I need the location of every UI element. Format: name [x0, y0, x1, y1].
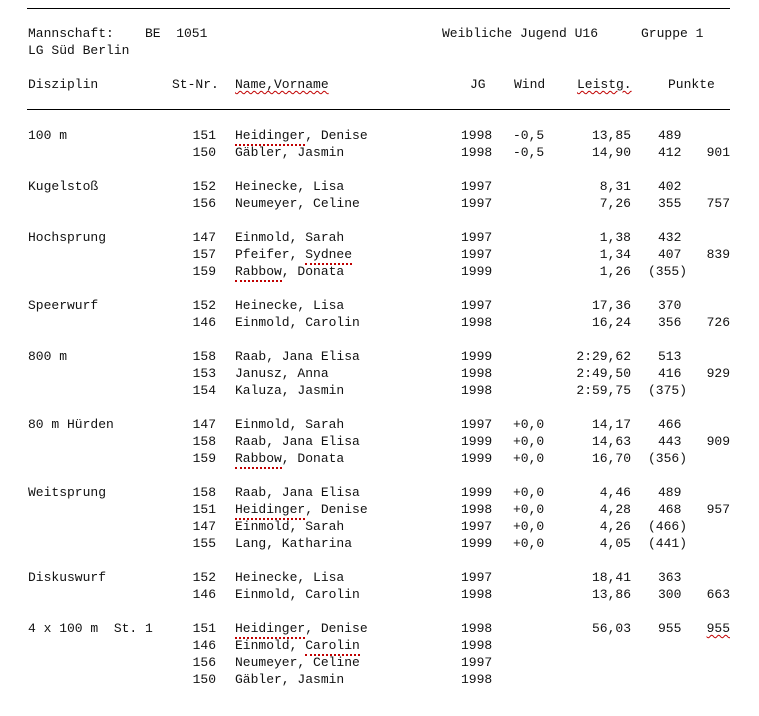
- points-value: 356: [658, 315, 682, 330]
- birth-year: 1997: [461, 655, 493, 670]
- athlete-name: Einmold, Sarah: [235, 519, 345, 534]
- birth-year: 1998: [461, 621, 493, 636]
- start-number: 159: [192, 451, 216, 466]
- birth-year: 1999: [461, 349, 493, 364]
- athlete-name: Einmold, Carolin: [235, 587, 360, 602]
- discipline-total: 955: [706, 621, 730, 636]
- discipline-total: 929: [706, 366, 730, 381]
- wind-value: +0,0: [513, 417, 545, 432]
- birth-year: 1998: [461, 128, 493, 143]
- start-number: 159: [192, 264, 216, 279]
- performance-value: 56,03: [591, 621, 631, 636]
- spellcheck-mark: [235, 464, 282, 469]
- birth-year: 1998: [461, 145, 493, 160]
- group: Gruppe 1: [641, 26, 704, 41]
- points-value: 407: [658, 247, 682, 262]
- birth-year: 1997: [461, 196, 493, 211]
- start-number: 156: [192, 655, 216, 670]
- col-start-no: St-Nr.: [172, 77, 219, 92]
- performance-value: 1,34: [599, 247, 631, 262]
- discipline-name: Speerwurf: [28, 298, 99, 313]
- birth-year: 1999: [461, 434, 493, 449]
- athlete-name: Pfeifer, Sydnee: [235, 247, 353, 262]
- wind-value: +0,0: [513, 536, 545, 551]
- birth-year: 1998: [461, 672, 493, 687]
- start-number: 151: [192, 621, 216, 636]
- discipline-total: 839: [706, 247, 730, 262]
- discipline-name: Hochsprung: [28, 230, 107, 245]
- athlete-name: Heinecke, Lisa: [235, 570, 345, 585]
- wind-value: -0,5: [513, 128, 545, 143]
- club-name: LG Süd Berlin: [28, 43, 130, 58]
- discipline-name: 100 m: [28, 128, 68, 143]
- team-code: BE 1051: [145, 26, 208, 41]
- athlete-name: Einmold, Carolin: [235, 638, 360, 653]
- athlete-name: Gäbler, Jasmin: [235, 672, 345, 687]
- col-performance: Leistg.: [577, 77, 632, 92]
- points-value: 466: [658, 417, 682, 432]
- col-wind: Wind: [514, 77, 546, 92]
- wind-value: +0,0: [513, 502, 545, 517]
- performance-value: 2:59,75: [576, 383, 631, 398]
- athlete-name: Heinecke, Lisa: [235, 298, 345, 313]
- birth-year: 1998: [461, 587, 493, 602]
- performance-value: 18,41: [591, 570, 631, 585]
- athlete-name: Raab, Jana Elisa: [235, 349, 360, 364]
- col-name: Name,Vorname: [235, 77, 329, 92]
- athlete-name: Lang, Katharina: [235, 536, 353, 551]
- discipline-name: 80 m Hürden: [28, 417, 114, 432]
- start-number: 150: [192, 145, 216, 160]
- athlete-name: Einmold, Sarah: [235, 417, 345, 432]
- performance-value: 1,26: [599, 264, 631, 279]
- discipline-total: 957: [706, 502, 730, 517]
- birth-year: 1998: [461, 502, 493, 517]
- discipline-total: 909: [706, 434, 730, 449]
- points-value: (441): [648, 536, 688, 551]
- performance-value: 4,28: [599, 502, 631, 517]
- birth-year: 1997: [461, 519, 493, 534]
- points-value: 489: [658, 485, 682, 500]
- start-number: 150: [192, 672, 216, 687]
- birth-year: 1998: [461, 315, 493, 330]
- start-number: 146: [192, 638, 216, 653]
- birth-year: 1999: [461, 264, 493, 279]
- wind-value: +0,0: [513, 451, 545, 466]
- points-value: 432: [658, 230, 682, 245]
- start-number: 154: [192, 383, 216, 398]
- performance-value: 14,90: [591, 145, 631, 160]
- athlete-name: Heinecke, Lisa: [235, 179, 345, 194]
- points-value: 355: [658, 196, 682, 211]
- header-rule: [27, 109, 730, 110]
- top-rule: [27, 8, 730, 9]
- points-value: 955: [658, 621, 682, 636]
- points-value: (466): [648, 519, 688, 534]
- birth-year: 1999: [461, 451, 493, 466]
- points-value: 416: [658, 366, 682, 381]
- birth-year: 1997: [461, 179, 493, 194]
- start-number: 147: [192, 417, 216, 432]
- start-number: 151: [192, 128, 216, 143]
- discipline-total: 901: [706, 145, 730, 160]
- performance-value: 1,38: [599, 230, 631, 245]
- wind-value: -0,5: [513, 145, 545, 160]
- discipline-name: Kugelstoß: [28, 179, 99, 194]
- start-number: 151: [192, 502, 216, 517]
- col-discipline: Disziplin: [28, 77, 99, 92]
- spellcheck-mark: [235, 277, 282, 282]
- start-number: 146: [192, 315, 216, 330]
- athlete-name: Rabbow, Donata: [235, 451, 345, 466]
- discipline-name: Weitsprung: [28, 485, 107, 500]
- athlete-name: Heidinger, Denise: [235, 621, 368, 636]
- athlete-name: Kaluza, Jasmin: [235, 383, 345, 398]
- birth-year: 1997: [461, 298, 493, 313]
- athlete-name: Rabbow, Donata: [235, 264, 345, 279]
- points-value: 489: [658, 128, 682, 143]
- start-number: 155: [192, 536, 216, 551]
- birth-year: 1997: [461, 247, 493, 262]
- athlete-name: Neumeyer, Celine: [235, 196, 360, 211]
- points-value: 363: [658, 570, 682, 585]
- birth-year: 1997: [461, 230, 493, 245]
- discipline-name: Diskuswurf: [28, 570, 107, 585]
- start-number: 152: [192, 179, 216, 194]
- birth-year: 1997: [461, 417, 493, 432]
- points-value: (375): [648, 383, 688, 398]
- start-number: 147: [192, 230, 216, 245]
- discipline-total: 726: [706, 315, 730, 330]
- discipline-total: 757: [706, 196, 730, 211]
- points-value: 443: [658, 434, 682, 449]
- points-value: 468: [658, 502, 682, 517]
- performance-value: 4,46: [599, 485, 631, 500]
- birth-year: 1997: [461, 570, 493, 585]
- start-number: 153: [192, 366, 216, 381]
- performance-value: 13,86: [591, 587, 631, 602]
- birth-year: 1998: [461, 383, 493, 398]
- wind-value: +0,0: [513, 519, 545, 534]
- points-value: 300: [658, 587, 682, 602]
- athlete-name: Gäbler, Jasmin: [235, 145, 345, 160]
- start-number: 158: [192, 485, 216, 500]
- start-number: 157: [192, 247, 216, 262]
- performance-value: 16,70: [591, 451, 631, 466]
- performance-value: 2:29,62: [576, 349, 631, 364]
- athlete-name: Raab, Jana Elisa: [235, 434, 360, 449]
- performance-value: 2:49,50: [576, 366, 631, 381]
- points-value: 370: [658, 298, 682, 313]
- start-number: 158: [192, 349, 216, 364]
- athlete-name: Raab, Jana Elisa: [235, 485, 360, 500]
- start-number: 152: [192, 570, 216, 585]
- category: Weibliche Jugend U16: [442, 26, 599, 41]
- wind-value: +0,0: [513, 485, 545, 500]
- start-number: 146: [192, 587, 216, 602]
- athlete-name: Einmold, Sarah: [235, 230, 345, 245]
- start-number: 156: [192, 196, 216, 211]
- points-value: 402: [658, 179, 682, 194]
- col-points: Punkte: [668, 77, 715, 92]
- discipline-name: 4 x 100 m St. 1: [28, 621, 153, 636]
- performance-value: 16,24: [591, 315, 631, 330]
- performance-value: 7,26: [599, 196, 631, 211]
- performance-value: 8,31: [599, 179, 631, 194]
- birth-year: 1998: [461, 638, 493, 653]
- athlete-name: Heidinger, Denise: [235, 128, 368, 143]
- athlete-name: Heidinger, Denise: [235, 502, 368, 517]
- performance-value: 13,85: [591, 128, 631, 143]
- wind-value: +0,0: [513, 434, 545, 449]
- col-year: JG: [470, 77, 486, 92]
- points-value: (356): [648, 451, 688, 466]
- points-value: 412: [658, 145, 682, 160]
- points-value: (355): [648, 264, 688, 279]
- discipline-total: 663: [706, 587, 730, 602]
- athlete-name: Neumeyer, Celine: [235, 655, 360, 670]
- birth-year: 1999: [461, 536, 493, 551]
- athlete-name: Janusz, Anna: [235, 366, 329, 381]
- start-number: 158: [192, 434, 216, 449]
- birth-year: 1998: [461, 366, 493, 381]
- team-label: Mannschaft:: [28, 26, 114, 41]
- start-number: 152: [192, 298, 216, 313]
- performance-value: 17,36: [591, 298, 631, 313]
- athlete-name: Einmold, Carolin: [235, 315, 360, 330]
- birth-year: 1999: [461, 485, 493, 500]
- performance-value: 14,17: [591, 417, 631, 432]
- performance-value: 14,63: [591, 434, 631, 449]
- performance-value: 4,05: [599, 536, 631, 551]
- start-number: 147: [192, 519, 216, 534]
- discipline-name: 800 m: [28, 349, 68, 364]
- performance-value: 4,26: [599, 519, 631, 534]
- points-value: 513: [658, 349, 682, 364]
